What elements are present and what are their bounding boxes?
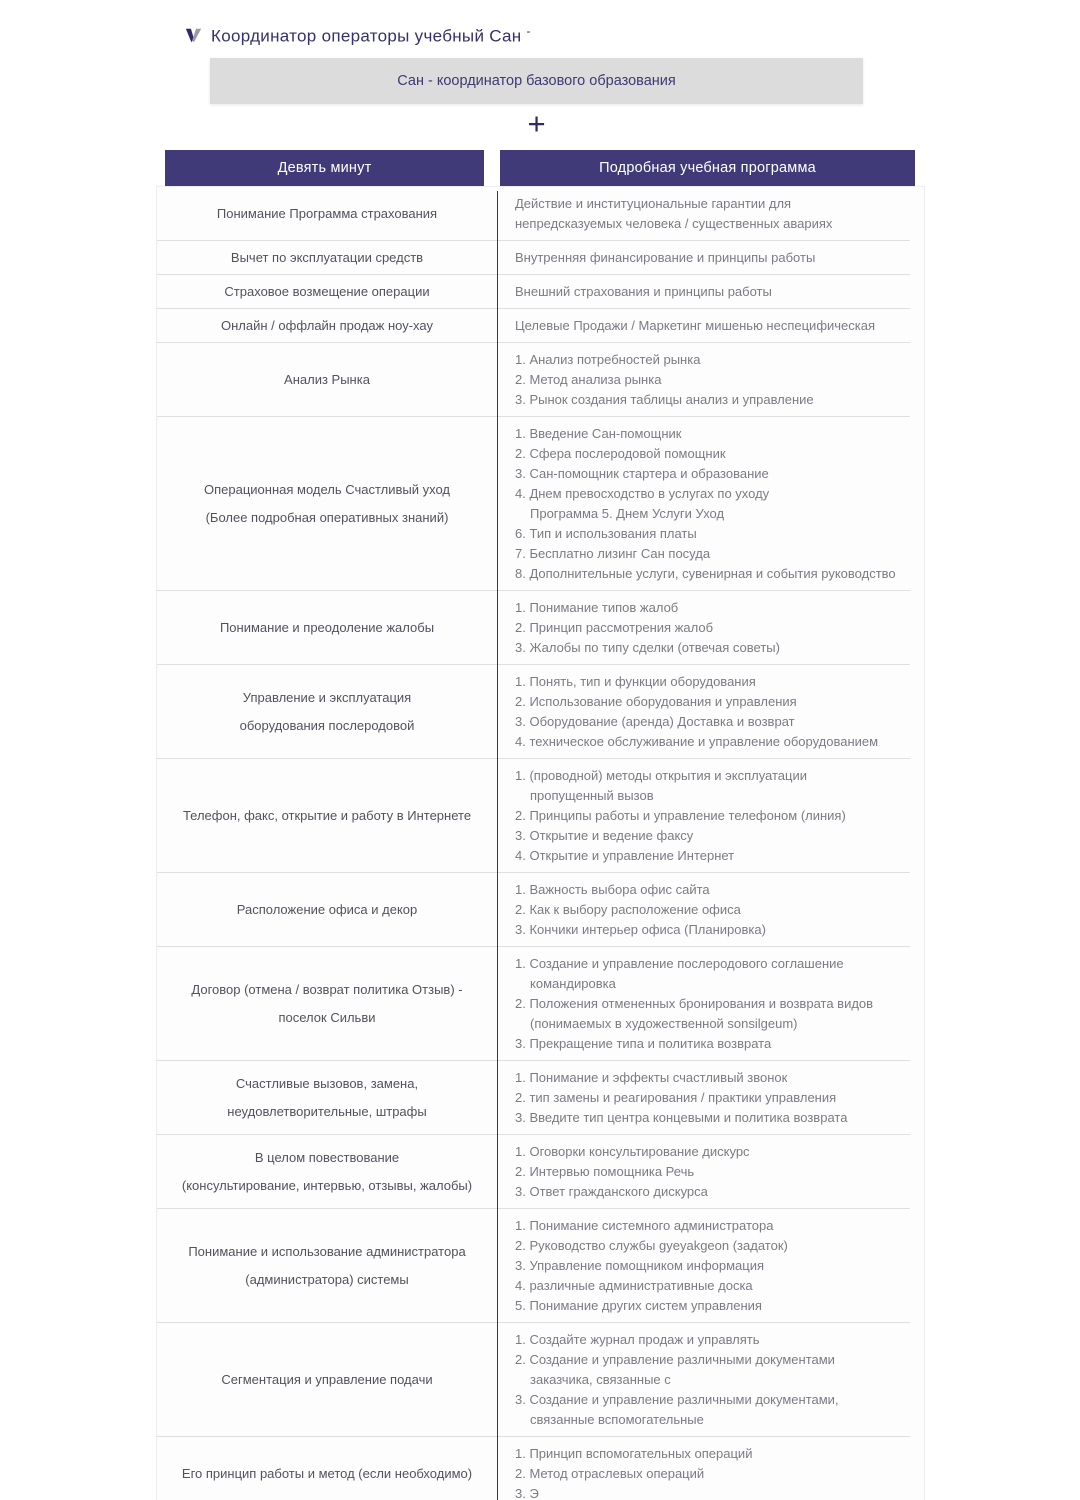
detail-line: 3. Оборудование (аренда) Доставка и возврат bbox=[515, 714, 795, 729]
curriculum-cell bbox=[497, 591, 924, 665]
table-row bbox=[157, 665, 924, 759]
detail-line: 3. Создание и управление различными документами, bbox=[515, 1392, 839, 1407]
topic-cell bbox=[157, 665, 497, 759]
detail-line: 2. Использование оборудования и управления bbox=[515, 694, 797, 709]
detail-line: 2. тип замены и реагирования / практики управления bbox=[515, 1090, 837, 1105]
detail-line: 2. Принцип рассмотрения жалоб bbox=[515, 620, 714, 635]
topic-cell bbox=[157, 1135, 497, 1209]
table-row bbox=[157, 417, 924, 591]
topic-line: Расположение офиса и декор bbox=[236, 902, 418, 917]
detail-line: 5. Понимание других систем управления bbox=[515, 1298, 762, 1313]
detail-line: 3. Прекращение типа и политика возврата bbox=[515, 1036, 772, 1051]
topic-line: неудовлетворительные, штрафы bbox=[227, 1104, 427, 1119]
curriculum-cell bbox=[497, 947, 924, 1061]
detail-line: 2. Как к выбору расположение офиса bbox=[515, 902, 741, 917]
detail-line: заказчика, связанные с bbox=[530, 1372, 671, 1387]
topic-cell bbox=[157, 309, 497, 343]
detail-line: (понимаемых в художественной sonsilgeum) bbox=[530, 1016, 798, 1031]
app-title-row bbox=[185, 24, 531, 47]
topic-line: Понимание Программа страхования bbox=[216, 206, 438, 221]
topic-line: Вычет по эксплуатации средств bbox=[230, 250, 424, 265]
detail-line: 1. Понимание и эффекты счастливый звонок bbox=[515, 1070, 788, 1085]
table-row bbox=[157, 275, 924, 309]
page-title-suffix: - bbox=[526, 24, 531, 38]
detail-line: 3. Ответ гражданского дискурса bbox=[515, 1184, 708, 1199]
course-banner bbox=[210, 58, 863, 104]
detail-line: непредсказуемых человека / существенных авариях bbox=[515, 216, 833, 231]
detail-line: 1. Понимание типов жалоб bbox=[515, 600, 679, 615]
topic-cell bbox=[157, 759, 497, 873]
detail-line: пропущенный вызов bbox=[530, 788, 654, 803]
detail-line: 3. Введите тип центра концевыми и политика возврата bbox=[515, 1110, 848, 1125]
table-header bbox=[165, 150, 915, 186]
detail-line: Целевые Продажи / Маркетинг мишенью неспецифическая bbox=[515, 318, 876, 333]
table-row bbox=[157, 1437, 924, 1500]
detail-line: 1. (проводной) методы открытия и эксплуатации bbox=[515, 768, 808, 783]
detail-line: 1. Создайте журнал продаж и управлять bbox=[515, 1332, 760, 1347]
curriculum-cell bbox=[497, 873, 924, 947]
topic-line: (Более подробная оперативных знаний) bbox=[205, 510, 449, 525]
topic-cell bbox=[157, 1209, 497, 1323]
curriculum-cell bbox=[497, 1437, 924, 1500]
curriculum-cell bbox=[497, 759, 924, 873]
topic-line: Сегментация и управление подачи bbox=[221, 1372, 433, 1387]
topic-cell bbox=[157, 417, 497, 591]
detail-line: 2. Метод отраслевых операций bbox=[515, 1466, 705, 1481]
detail-line: Действие и институциональные гарантии для bbox=[515, 196, 792, 211]
detail-line: 4. различные административные доска bbox=[515, 1278, 753, 1293]
table-row bbox=[157, 241, 924, 275]
curriculum-cell bbox=[497, 309, 924, 343]
topic-line: Управление и эксплуатация bbox=[242, 690, 412, 705]
topic-cell bbox=[157, 947, 497, 1061]
topic-cell bbox=[157, 1437, 497, 1500]
topic-line: Анализ Рынка bbox=[284, 372, 370, 387]
plus-icon bbox=[210, 104, 863, 144]
plus-glyph: + bbox=[527, 106, 546, 141]
detail-line: 2. Создание и управление различными документами bbox=[515, 1352, 835, 1367]
topic-cell bbox=[157, 873, 497, 947]
curriculum-cell bbox=[497, 1135, 924, 1209]
topic-line: Договор (отмена / возврат политика Отзыв) - bbox=[191, 982, 463, 997]
detail-line: 2. Принципы работы и управление телефоном (линия) bbox=[515, 808, 846, 823]
topic-line: Телефон, факс, открытие и работу в Интернете bbox=[182, 808, 472, 823]
curriculum-cell bbox=[497, 417, 924, 591]
topic-cell bbox=[157, 187, 497, 241]
topic-line: (администратора) системы bbox=[245, 1272, 409, 1287]
table-row bbox=[157, 1135, 924, 1209]
detail-line: 7. Бесплатно лизинг Сан посуда bbox=[515, 546, 711, 561]
detail-line: Программа 5. Днем Услуги Уход bbox=[530, 506, 725, 521]
detail-line: 8. Дополнительные услуги, сувенирная и события руководство bbox=[515, 566, 896, 581]
detail-line: 2. Метод анализа рынка bbox=[515, 372, 662, 387]
topic-cell bbox=[157, 1061, 497, 1135]
course-banner-label: Сан - координатор базового образования bbox=[397, 73, 676, 89]
topic-line: Операционная модель Счастливый уход bbox=[203, 482, 451, 497]
table-row bbox=[157, 187, 924, 241]
detail-line: 2. Сфера послеродовой помощник bbox=[515, 446, 726, 461]
v-logo-icon bbox=[185, 27, 202, 44]
page-title-text: Координатор операторы учебный Сан bbox=[211, 26, 522, 46]
detail-line: 4. Открытие и управление Интернет bbox=[515, 848, 735, 863]
detail-line: 3. Э bbox=[515, 1486, 539, 1500]
curriculum-cell bbox=[497, 1323, 924, 1437]
detail-line: 1. Важность выбора офис сайта bbox=[515, 882, 710, 897]
detail-line: 2. Интервью помощника Речь bbox=[515, 1164, 695, 1179]
detail-line: 4. Днем превосходство в услугах по уходу bbox=[515, 486, 770, 501]
table-row bbox=[157, 1061, 924, 1135]
topic-line: В целом повествование bbox=[254, 1150, 400, 1165]
topic-cell bbox=[157, 591, 497, 665]
topic-cell bbox=[157, 275, 497, 309]
column-header-topic: Девять минут bbox=[165, 150, 484, 186]
detail-line: 6. Тип и использования платы bbox=[515, 526, 697, 541]
detail-line: 1. Анализ потребностей рынка bbox=[515, 352, 701, 367]
table-row bbox=[157, 343, 924, 417]
curriculum-cell bbox=[497, 1209, 924, 1323]
column-header-curriculum: Подробная учебная программа bbox=[500, 150, 915, 186]
detail-line: 3. Управление помощником информация bbox=[515, 1258, 765, 1273]
curriculum-cell bbox=[497, 187, 924, 241]
detail-line: 1. Принцип вспомогательных операций bbox=[515, 1446, 753, 1461]
topic-line: Страховое возмещение операции bbox=[224, 284, 430, 299]
topic-cell bbox=[157, 343, 497, 417]
topic-line: (консультирование, интервью, отзывы, жалобы) bbox=[181, 1178, 473, 1193]
topic-line: Понимание и преодоление жалобы bbox=[219, 620, 435, 635]
detail-line: 3. Кончики интерьер офиса (Планировка) bbox=[515, 922, 766, 937]
topic-line: Онлайн / оффлайн продаж ноу-хау bbox=[221, 318, 433, 333]
detail-line: 1. Создание и управление послеродового соглашение bbox=[515, 956, 844, 971]
detail-line: 2. Руководство службы gyeyakgeon (задаток) bbox=[515, 1238, 788, 1253]
column-divider bbox=[497, 191, 498, 1500]
topic-line: Счастливые вызовов, замена, bbox=[235, 1076, 419, 1091]
detail-line: 3. Рынок создания таблицы анализ и управление bbox=[515, 392, 814, 407]
topic-line: поселок Сильви bbox=[278, 1010, 376, 1025]
table-row bbox=[157, 309, 924, 343]
detail-line: 1. Понять, тип и функции оборудования bbox=[515, 674, 756, 689]
topic-line: оборудования послеродовой bbox=[239, 718, 415, 733]
detail-line: 3. Открытие и ведение факсу bbox=[515, 828, 694, 843]
table-row bbox=[157, 759, 924, 873]
curriculum-cell bbox=[497, 275, 924, 309]
topic-cell bbox=[157, 1323, 497, 1437]
topic-line: Его принцип работы и метод (если необходимо) bbox=[181, 1466, 473, 1481]
detail-line: 3. Жалобы по типу сделки (отвечая советы) bbox=[515, 640, 780, 655]
detail-line: 1. Введение Сан-помощник bbox=[515, 426, 682, 441]
curriculum-cell bbox=[497, 1061, 924, 1135]
topic-line: Понимание и использование администратора bbox=[188, 1244, 466, 1259]
table-row bbox=[157, 873, 924, 947]
detail-line: 1. Оговорки консультирование дискурс bbox=[515, 1144, 750, 1159]
topic-cell bbox=[157, 241, 497, 275]
curriculum-cell bbox=[497, 343, 924, 417]
detail-line: командировка bbox=[530, 976, 616, 991]
detail-line: связанные вспомогательные bbox=[530, 1412, 704, 1427]
table-row bbox=[157, 591, 924, 665]
detail-line: 1. Понимание системного администратора bbox=[515, 1218, 774, 1233]
table-body bbox=[156, 186, 925, 1500]
table-row bbox=[157, 947, 924, 1061]
curriculum-cell bbox=[497, 241, 924, 275]
table-row bbox=[157, 1323, 924, 1437]
detail-line: Внутренняя финансирование и принципы работы bbox=[515, 250, 816, 265]
detail-line: 2. Положения отмененных бронирования и возврата видов bbox=[515, 996, 874, 1011]
table-row bbox=[157, 1209, 924, 1323]
detail-line: 4. техническое обслуживание и управление оборудованием bbox=[515, 734, 879, 749]
detail-line: 3. Сан-помощник стартера и образование bbox=[515, 466, 769, 481]
detail-line: Внешний страхования и принципы работы bbox=[515, 284, 772, 299]
page-title bbox=[211, 24, 531, 47]
curriculum-cell bbox=[497, 665, 924, 759]
